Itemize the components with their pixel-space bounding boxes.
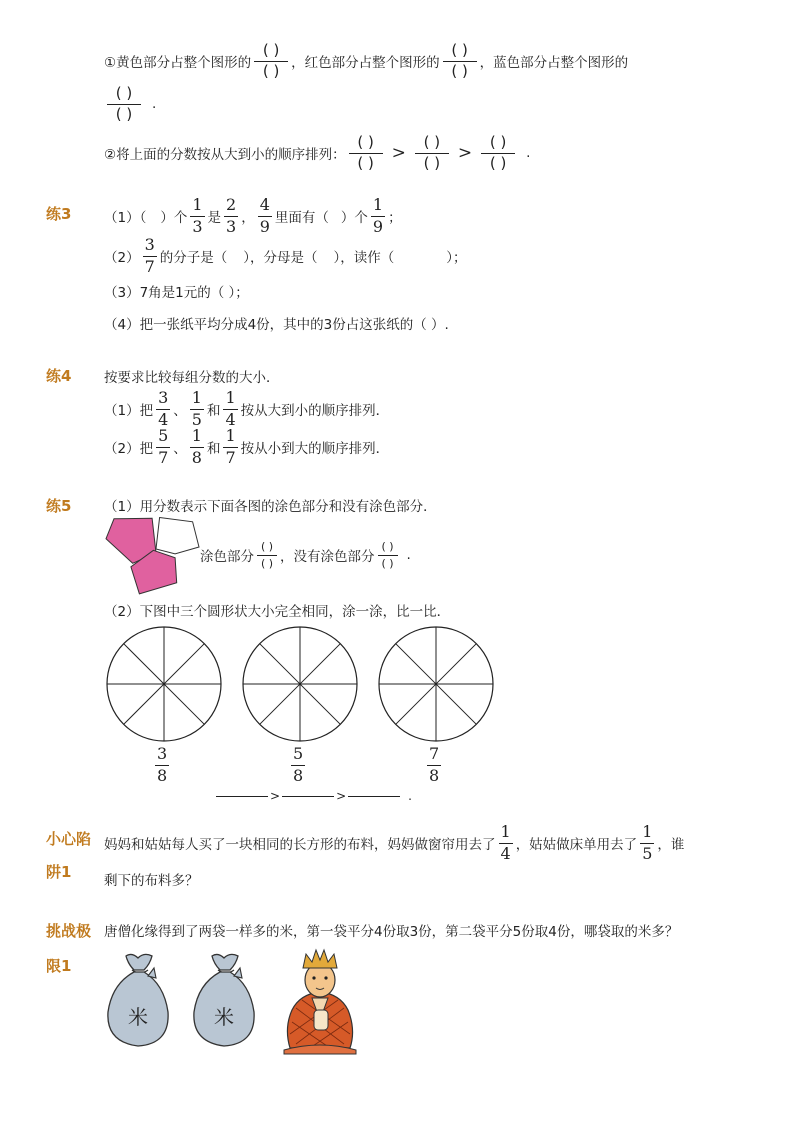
prev-a-text1: ①黄色部分占整个图形的	[104, 55, 252, 71]
prev-question-a-cont	[104, 82, 156, 126]
answer-blank-fraction: $\frac{( )}{( )}$	[254, 43, 288, 80]
text: ，姑姑做床单用去了	[515, 837, 638, 853]
section-label-lian4: 练4	[46, 367, 72, 385]
prev-a-text2: ，红色部分占整个图形的	[291, 55, 440, 71]
fraction: $\frac{1}{4}$	[225, 387, 236, 429]
text: 涂色部分	[200, 549, 254, 565]
section-label-challenge-1: 挑战极	[46, 922, 92, 940]
answer-blank-fraction: $\frac{( )}{( )}$	[481, 135, 515, 172]
fraction: $\frac{1}{8}$	[191, 425, 202, 467]
rice-bag-icon	[104, 950, 174, 1050]
text: （1）（	[104, 210, 147, 226]
text: （2）把	[104, 441, 154, 457]
text: ）个	[340, 210, 368, 226]
greater-than: >	[391, 143, 406, 163]
prev-question-b	[104, 131, 530, 175]
lian3-item1	[104, 194, 402, 238]
greater-than: >	[336, 789, 347, 803]
answer-blank	[282, 795, 334, 797]
fraction: $\frac{1}{5}$	[191, 387, 202, 429]
text: 妈妈和姑姑每人买了一块相同的长方形的布料，妈妈做窗帘用去了	[104, 837, 496, 853]
text: 、	[173, 403, 187, 419]
section-label-challenge-2: 限1	[46, 957, 72, 975]
text: ，没有涂色部分	[280, 549, 375, 565]
period: .	[408, 789, 412, 803]
fraction: $\frac{3}{4}$	[158, 387, 169, 429]
lian5-item1: （1）用分数表示下面各图的涂色部分和没有涂色部分．	[104, 499, 437, 515]
fraction: $\frac{1}{4}$	[500, 821, 511, 863]
trap-question-line2: 剩下的布料多？	[104, 873, 199, 889]
period: .	[152, 96, 157, 112]
answer-blank-fraction: $\frac{( )}{( )}$	[257, 541, 277, 569]
text: （1）把	[104, 403, 154, 419]
rice-bag-icon	[190, 950, 260, 1050]
circle-fraction-2: $\frac{5}{8}$	[293, 744, 304, 785]
lian3-item4: （4）把一张纸平均分成4份，其中的3份占这张纸的（ ）.	[104, 317, 449, 333]
circle-3	[379, 627, 493, 741]
pentagon-figure	[104, 517, 204, 595]
answer-blank-fraction: $\frac{( )}{( )}$	[349, 135, 383, 172]
fraction: $\frac{4}{9}$	[259, 194, 270, 236]
lian5-item2: （2）下图中三个圆形状大小完全相同，涂一涂，比一比．	[104, 604, 451, 620]
fraction: $\frac{1}{9}$	[372, 194, 384, 236]
trap-question-line1	[104, 820, 684, 866]
lian4-intro: 按要求比较每组分数的大小．	[104, 370, 280, 386]
lian3-item3: （3）7角是1元的（ ）；	[104, 285, 249, 301]
period: .	[526, 145, 531, 161]
svg-text:米: 米	[214, 1005, 234, 1029]
section-label-trap-1: 小心陷	[46, 830, 92, 848]
prev-question-a	[104, 40, 628, 82]
text: ）个	[160, 210, 188, 226]
text: 里面有（	[274, 210, 329, 226]
answer-blank-fraction: $\frac{( )}{( )}$	[378, 541, 398, 569]
greater-than: >	[457, 143, 473, 163]
answer-blank-fraction: $\frac{( )}{( )}$	[107, 86, 141, 123]
challenge-question: 唐僧化缘得到了两袋一样多的米，第一袋平分4份取3份，第二袋平分5份取4份，哪袋取的米多？	[104, 924, 679, 940]
text: 按从小到大的顺序排列．	[240, 441, 390, 457]
prev-a-text3: ，蓝色部分占整个图形的	[479, 55, 629, 71]
text: ，谁	[657, 837, 685, 853]
prev-b-text: ②将上面的分数按从大到小的顺序排列：	[104, 147, 346, 163]
section-label-lian3: 练3	[46, 205, 72, 223]
answer-blank	[348, 795, 400, 797]
lian4-item1	[104, 388, 389, 430]
svg-text:米: 米	[128, 1005, 148, 1029]
fraction: $\frac{1}{7}$	[225, 425, 236, 467]
text: ，	[241, 210, 255, 226]
fraction: $\frac{3}{7}$	[144, 234, 155, 276]
text: 和	[206, 441, 221, 457]
circle-fraction-1: $\frac{3}{8}$	[157, 744, 168, 785]
answer-blank-fraction: $\frac{( )}{( )}$	[443, 43, 477, 80]
monk-icon	[282, 948, 358, 1056]
text: ）；	[446, 250, 467, 266]
compare-line	[214, 788, 412, 804]
lian3-item2	[104, 234, 467, 278]
greater-than: >	[270, 789, 281, 803]
text: ；	[388, 210, 402, 226]
text: 是	[207, 210, 222, 226]
text: 和	[206, 403, 221, 419]
lian5-answer-line	[200, 536, 411, 574]
circles-figure	[104, 624, 500, 746]
text: 、	[173, 441, 187, 457]
circle-fraction-3: $\frac{7}{8}$	[429, 744, 440, 785]
text: ），分母是（	[243, 250, 318, 266]
circle-2	[243, 627, 357, 741]
lian4-item2	[104, 426, 389, 468]
section-label-trap-2: 阱1	[46, 863, 72, 881]
fraction: $\frac{1}{5}$	[642, 821, 653, 863]
circle-1	[107, 627, 221, 741]
fraction: $\frac{1}{3}$	[192, 194, 203, 236]
section-label-lian5: 练5	[46, 497, 72, 515]
text: ），读作（	[333, 250, 395, 266]
text: 的分子是（	[159, 250, 228, 266]
answer-blank	[216, 795, 268, 797]
fraction: $\frac{5}{7}$	[158, 425, 169, 467]
answer-blank-fraction: $\frac{( )}{( )}$	[415, 135, 449, 172]
text: 按从大到小的顺序排列．	[240, 403, 390, 419]
unshaded-pentagon	[156, 518, 199, 554]
period: .	[406, 547, 411, 563]
fraction: $\frac{2}{3}$	[226, 194, 237, 236]
text: （2）	[104, 250, 140, 266]
